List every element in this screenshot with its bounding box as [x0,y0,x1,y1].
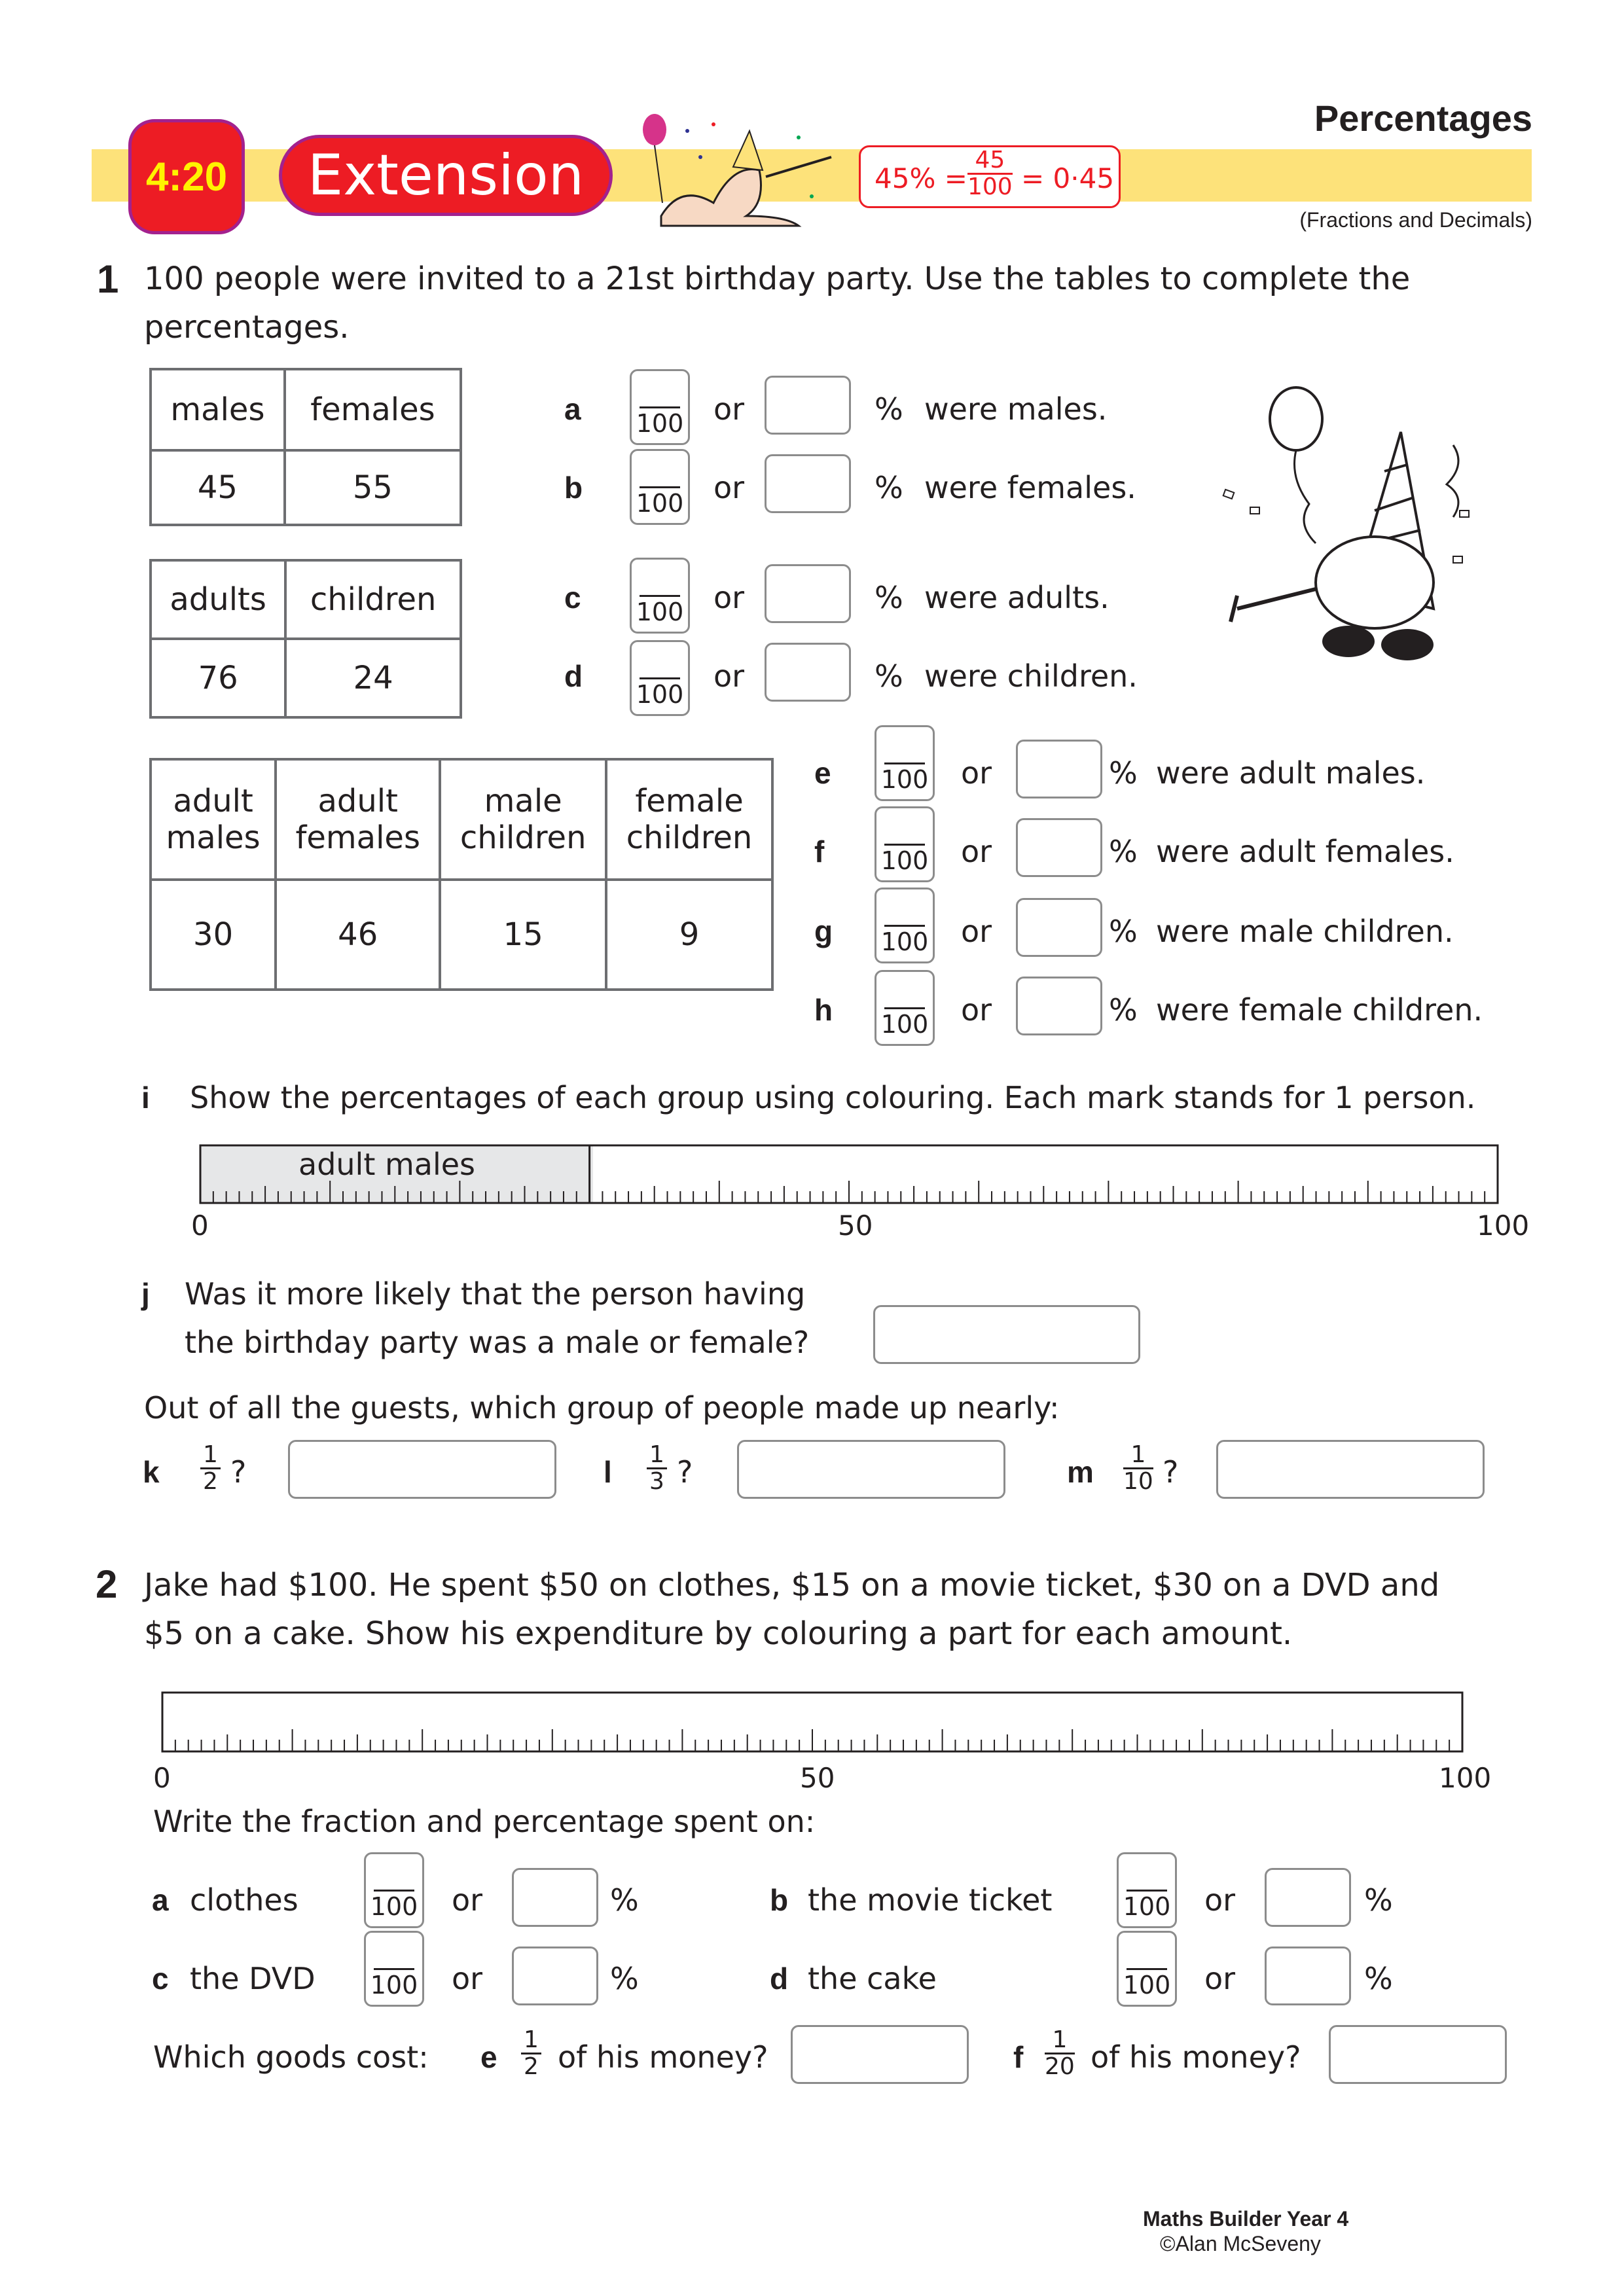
table-groups [149,758,774,991]
extension-label-box [279,135,613,216]
part-i-letter: i [141,1081,150,1115]
write-text: Write the fraction and percentage spent on: [153,1804,816,1839]
percent-answer-box[interactable] [512,1946,598,2005]
part-letter: a [152,1883,169,1917]
part-d-text: the cake [808,1961,937,1996]
table-cell: 15 [440,880,606,990]
part-letter: e [480,2040,497,2074]
table-header: adult males [151,759,276,880]
part-l-answer-box[interactable] [737,1440,1005,1499]
part-letter: e [814,756,831,790]
percent-answer-box[interactable] [1016,740,1102,798]
part-k-q: ? [230,1454,247,1490]
percent-sign: % [1109,992,1138,1028]
percent-answer-box[interactable] [765,564,851,623]
table-header: children [285,560,461,639]
part-l-fraction: 1 3 [647,1443,667,1494]
table-header: females [285,369,461,450]
table-cell: 46 [276,880,440,990]
or-label: or [713,580,745,615]
percent-answer-box[interactable] [512,1868,598,1927]
part-letter: g [814,914,833,948]
fraction-answer-box[interactable]: 100 [875,888,935,963]
percent-answer-box[interactable] [765,376,851,435]
part-e-answer-box[interactable] [791,2025,969,2084]
or-label: or [713,391,745,427]
percent-sign: % [1364,1961,1393,1996]
table-header: males [151,369,285,450]
part-b-text: the movie ticket [808,1882,1053,1918]
part-letter: c [152,1962,169,1996]
nearly-text: Out of all the guests, which group of people made up nearly: [144,1390,1060,1426]
q1-number: 1 [97,257,119,301]
fraction-answer-box[interactable]: 100 [875,806,935,882]
part-letter: f [814,834,825,869]
fraction-answer-box[interactable]: 100 [1117,1852,1177,1928]
shaded-label: adult males [298,1147,476,1182]
percent-answer-box[interactable] [765,454,851,513]
section-title: Percentages [1314,98,1532,139]
code-label: 4:20 [145,154,228,200]
part-text: were adult females. [1156,834,1454,869]
percent-sign: % [1109,834,1138,869]
table-cell: 45 [151,450,285,525]
table-header: female children [606,759,772,880]
part-c-text: the DVD [190,1961,316,1996]
part-letter: f [1013,2040,1024,2074]
part-text: were children. [924,658,1138,694]
or-label: or [961,992,992,1028]
percent-sign: % [875,658,903,694]
or-label: or [961,834,992,869]
or-label: or [961,914,992,949]
part-k-answer-box[interactable] [288,1440,556,1499]
percent-sign: % [610,1882,639,1918]
part-j-line1: Was it more likely that the person having [185,1276,806,1312]
section-subtitle: (Fractions and Decimals) [1299,208,1532,232]
table-header: adult females [276,759,440,880]
part-letter: h [814,993,833,1027]
or-label: or [452,1882,483,1918]
footer-copyright: ©Alan McSeveny [1160,2232,1321,2255]
footer-book: Maths Builder Year 4 [1143,2207,1349,2231]
fraction-answer-box[interactable]: 100 [875,725,935,801]
part-e-fraction: 1 2 [521,2028,541,2079]
party-character-illustration [1211,393,1486,674]
which-text: Which goods cost: [153,2039,429,2075]
table-males-females [149,368,462,526]
fraction-answer-box[interactable]: 100 [875,970,935,1046]
part-m-answer-box[interactable] [1216,1440,1485,1499]
percent-answer-box[interactable] [765,643,851,702]
part-i-text: Show the percentages of each group using colouring. Each mark stands for 1 person. [190,1080,1476,1115]
part-m-letter: m [1067,1455,1094,1489]
table-cell: 30 [151,880,276,990]
fraction-answer-box[interactable]: 100 [630,369,690,445]
percent-sign: % [1109,755,1138,791]
part-j-letter: j [141,1277,150,1311]
colouring-strip-people[interactable] [200,1145,1509,1203]
scale-label-100: 100 [1477,1210,1530,1242]
part-letter: b [564,471,583,505]
percent-sign: % [1364,1882,1393,1918]
party-camel-illustration [635,105,851,229]
part-l-q: ? [677,1454,693,1490]
table-cell: 76 [151,639,285,717]
extension-label: Extension [307,143,585,208]
part-text: were adults. [924,580,1110,615]
q1-text-line2: percentages. [144,309,350,346]
table-adults-children [149,559,462,719]
percent-sign: % [875,470,903,505]
percent-answer-box[interactable] [1016,977,1102,1035]
or-label: or [1204,1961,1236,1996]
part-a-text: clothes [190,1882,298,1918]
or-label: or [452,1961,483,1996]
table-cell: 9 [606,880,772,990]
part-text: were male children. [1156,914,1454,949]
part-k-letter: k [143,1455,160,1489]
or-label: or [1204,1882,1236,1918]
scale-label-0: 0 [153,1762,171,1794]
scale-label-0: 0 [191,1210,209,1242]
q2-text-line1: Jake had $100. He spent $50 on clothes, $15 on a movie ticket, $30 on a DVD and [144,1567,1440,1604]
part-f-answer-box[interactable] [1329,2025,1507,2084]
part-f-text: of his money? [1091,2039,1301,2075]
or-label: or [713,470,745,505]
part-f-fraction: 1 20 [1045,2026,1075,2080]
code-badge [128,119,245,234]
table-cell: 55 [285,450,461,525]
scale-label-50: 50 [800,1762,835,1794]
table-header: adults [151,560,285,639]
percent-sign: % [875,580,903,615]
part-l-letter: l [604,1455,612,1489]
percent-answer-box[interactable] [1265,1868,1351,1927]
part-k-fraction: 1 2 [200,1443,221,1494]
or-label: or [961,755,992,791]
part-e-text: of his money? [558,2039,768,2075]
fraction-answer-box[interactable]: 100 [630,640,690,716]
fraction-answer-box[interactable]: 100 [1117,1931,1177,2007]
part-j-line2: the birthday party was a male or female? [185,1325,810,1360]
or-label: or [713,658,745,694]
percent-sign: % [610,1961,639,1996]
scale-label-100: 100 [1439,1762,1492,1794]
percent-answer-box[interactable] [1016,898,1102,957]
fraction-answer-box[interactable]: 100 [630,449,690,525]
part-m-fraction: 1 10 [1123,1441,1153,1495]
percent-answer-box[interactable] [1016,818,1102,877]
part-letter: c [564,581,581,615]
table-header: male children [440,759,606,880]
part-text: were adult males. [1156,755,1426,791]
fraction-answer-box[interactable]: 100 [364,1931,424,2007]
fraction-answer-box[interactable]: 100 [364,1852,424,1928]
part-letter: b [770,1883,789,1917]
table-cell: 24 [285,639,461,717]
q1-text-line1: 100 people were invited to a 21st birthday party. Use the tables to complete the [144,260,1411,297]
example-fraction: 45 100 [967,147,1013,200]
part-text: were female children. [1156,992,1483,1028]
part-text: were females. [924,470,1136,505]
q2-number: 2 [96,1562,118,1606]
part-j-answer-box[interactable] [873,1305,1140,1364]
q2-text-line2: $5 on a cake. Show his expenditure by colouring a part for each amount. [144,1615,1293,1652]
fraction-answer-box[interactable]: 100 [630,558,690,634]
part-letter: d [564,659,583,693]
part-letter: d [770,1962,789,1996]
percent-sign: % [1109,914,1138,949]
colouring-strip-money[interactable] [162,1693,1471,1751]
part-letter: a [564,392,581,426]
percent-sign: % [875,391,903,427]
part-m-q: ? [1163,1454,1179,1490]
example-dec: = 0·45 [1021,162,1115,194]
scale-label-50: 50 [838,1210,873,1242]
example-pct: 45% = [875,162,967,194]
part-text: were males. [924,391,1108,427]
percent-answer-box[interactable] [1265,1946,1351,2005]
